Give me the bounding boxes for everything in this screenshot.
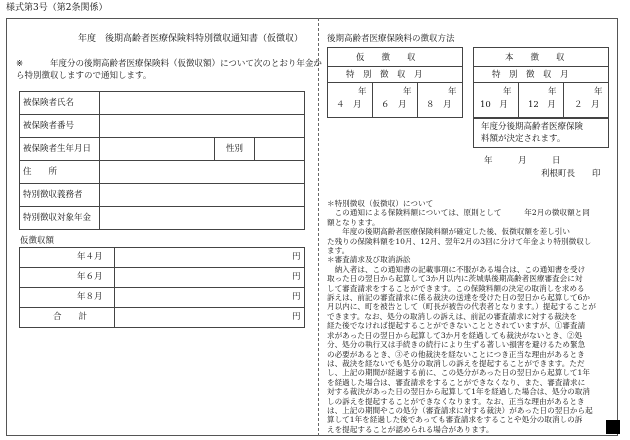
provisional-month-2: ６ 月 [381,100,407,110]
main-month-1: 10 月 [480,100,508,110]
main-year: 年 [503,87,512,97]
divider [518,82,519,118]
divider [372,82,373,118]
note-line: ます。 [327,246,350,256]
amount-row [19,267,305,288]
fold-line [318,18,319,436]
divider [473,66,609,67]
amount-label: 合 計 [53,312,88,322]
note-line: しの訴えを提起することができなくなります。なお、正当な理由があるとき [327,396,585,406]
divider [99,137,100,161]
provisional-year: 年 [403,87,412,97]
form-code: 様式第3号（第2条関係） [6,3,108,13]
info-label: 被保険者番号 [23,121,75,131]
provisional-year: 年 [358,87,367,97]
provisional-sub: 特 別 徴 収 月 [346,70,423,80]
determination-line-1: 年度分後期高齢者医療保険 [481,122,584,132]
divider [99,91,100,115]
note-line: この通知による保険料額については、原則として 年2月の徴収額と同 [327,208,590,218]
issue-date: 年 月 日 [484,156,561,166]
collection-method-title: 後期高齢者医療保険料の徴収方法 [327,34,455,44]
gender-label: 性別 [226,144,244,154]
note-line: 対する裁決があった日の翌日から起算して1年を経過した場合は、処分の取消 [327,387,590,397]
note-line: 納入者は、この通知書の記載事項に不服がある場合は、この通知書を受け [327,264,586,274]
note-line: は、上記の期間やこの処分（審査請求に対する裁決）があった日の翌日から起 [327,405,593,415]
info-label: 特別徴収義務者 [23,190,83,200]
provisional-header: 仮 徴 収 [356,53,416,63]
divider [114,267,115,288]
issuer-name: 利根町長 印 [541,169,601,179]
provisional-amount-title: 仮徴収額 [20,236,55,246]
provisional-month-1: ４ 月 [336,100,362,110]
note-line: 分、処分の執行又は手続きの続行により生ずる著しい損害を避けるため緊急 [327,340,586,350]
divider [114,287,115,308]
note-line: は、裁決を経ないでも処分の取消しの訴えを提起することができます。ただ [327,358,585,368]
divider [99,183,100,207]
divider [99,206,100,230]
main-month-2: 12 月 [528,100,556,110]
notice-title: 年度 後期高齢者医療保険料特別徴収通知書（仮徴収） [78,34,304,44]
note-line: し、上記の期間が経過する前に、この処分があった日の翌日から起算して1年 [327,368,590,378]
info-label: 被保険者氏名 [23,98,75,108]
note-line: 月以内に、町を被告として（町長が被告の代表者となります。）提起することが [327,302,596,312]
main-year: 年 [594,87,603,97]
amount-row [19,247,305,268]
yen-unit: 円 [292,292,301,302]
amount-label: 年４月 [77,252,103,262]
amount-row [19,287,305,308]
note-line: ＊審査請求及び取消訴訟 [327,255,411,265]
note-line: 取った日の翌日から起算して3か月以内に茨城県後期高齢者医療審査会に対 [327,274,583,284]
divider [327,82,463,83]
amount-label: 年８月 [77,292,103,302]
info-label: 被保険者生年月日 [23,144,92,154]
info-row [19,160,305,184]
notice-line-1: 年度分の後期高齢者医療保険料（仮徴収額）について次のとおり年金か [50,59,322,69]
divider [417,82,418,118]
divider [327,66,463,67]
corner-mark [606,420,620,434]
explanatory-notes [327,199,612,434]
note-line: ＊特別徴収（仮徴収）について [327,199,434,208]
provisional-month-3: ８ 月 [426,100,452,110]
note-line: た残りの保険料額を10月、12月、翌年2月の3回に分けて年金より特別徴収し [327,236,592,246]
info-label: 住 所 [23,167,58,177]
amount-label: 年６月 [77,272,103,282]
main-year: 年 [548,87,557,97]
note-line: 算して1年を経過した後であっても審査請求をすることや処分の取消しの訴 [327,415,583,425]
note-line: 額となります。 [327,217,380,227]
divider [99,160,100,184]
note-line: を経過した場合は、審査請求をすることができなくなり、また、審査請求に [327,377,586,387]
divider [254,137,255,161]
main-sub: 特 別 徴 収 月 [492,70,569,80]
note-line: して審査請求をすることができます。この保険料額の決定の取消しを求める [327,283,585,293]
yen-unit: 円 [292,272,301,282]
note-line: 求があった日の翌日から起算して3か月を経過しても裁決がないとき、②処 [327,330,583,340]
note-line: 年度の後期高齢者医療保険料額が確定した後、仮徴収額を差し引い [327,227,570,237]
divider [214,137,215,161]
info-label: 特別徴収対象年金 [23,213,92,223]
determination-line-2: 料額が決定されます。 [481,134,566,144]
divider [473,82,609,83]
divider [563,82,564,118]
main-header: 本 徴 収 [505,53,565,63]
divider [114,307,115,328]
notice-mark: ※ [16,59,24,69]
main-month-3: ２ 月 [574,100,600,110]
divider [99,114,100,138]
provisional-year: 年 [448,87,457,97]
yen-unit: 円 [292,252,301,262]
yen-unit: 円 [292,312,301,322]
note-line: えを提起することが認められる場合があります。 [327,424,494,434]
note-line: 経た後でなければ提起することができないこととされていますが、①審査請 [327,321,586,331]
note-line: の必要があるとき、③その他裁決を経ないことにつき正当な理由があるとき [327,349,585,359]
notice-line-2: ら特別徴収しますので通知します。 [16,71,152,81]
divider [114,247,115,268]
note-line: 訴えは、前記の審査請求に係る裁決の送達を受けた日の翌日から起算して6か [327,293,591,303]
note-line: できます。なお、処分の取消しの訴えは、前記の審査請求に対する裁決を [327,311,577,321]
